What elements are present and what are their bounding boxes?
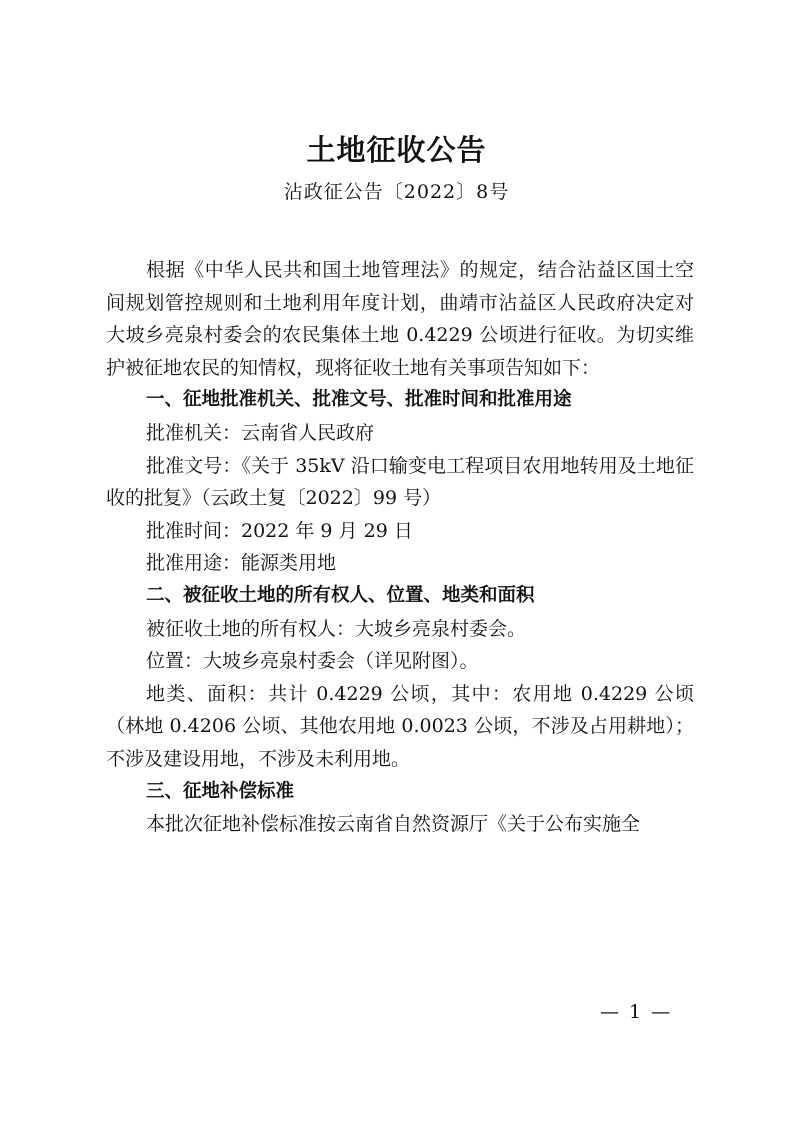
approval-purpose: 批准用途：能源类用地 xyxy=(146,552,337,575)
section-heading-land: 二、被征收土地的所有权人、位置、地类和面积 xyxy=(146,584,535,606)
section-heading-compensation: 三、征地补偿标准 xyxy=(146,780,295,802)
document-number: 沾政征公告〔2022〕8号 xyxy=(283,181,510,203)
document-title: 土地征收公告 xyxy=(306,133,487,167)
land-owner: 被征收土地的所有权人：大坡乡亮泉村委会。 xyxy=(146,617,527,640)
land-location: 位置：大坡乡亮泉村委会（详见附图）。 xyxy=(146,650,479,673)
land-area: 地类、面积：共计 0.4229 公顷，其中：农用地 0.4229 公顷（林地 0.4206 公顷、其他农用地 0.0023 公顷，不涉及占用耕地）；不涉及建设用地，不涉及未利用地。 xyxy=(106,682,694,770)
document-body xyxy=(106,254,694,841)
approval-authority: 批准机关：云南省人民政府 xyxy=(146,421,375,444)
approval-document-number: 批准文号：《关于 35kV 沿口输变电工程项目农用地转用及土地征收的批复》（云政土复〔2022〕99 号） xyxy=(106,454,694,510)
compensation-paragraph: 本批次征地补偿标准按云南省自然资源厅《关于公布实施全 xyxy=(146,813,641,836)
section-heading-approval: 一、征地批准机关、批准文号、批准时间和批准用途 xyxy=(146,389,572,411)
page-number: — 1 — xyxy=(600,1001,673,1023)
intro-paragraph: 根据《中华人民共和国土地管理法》的规定，结合沾益区国土空间规划管控规则和土地利用年度计划，曲靖市沾益区人民政府决定对大坡乡亮泉村委会的农民集体土地 0.4229 公顷进行征收。为切实维护被征地农民的知情权，现将征收土地有关事项告知如下： xyxy=(106,259,694,379)
approval-date: 批准时间：2022 年 9 月 29 日 xyxy=(146,519,413,542)
